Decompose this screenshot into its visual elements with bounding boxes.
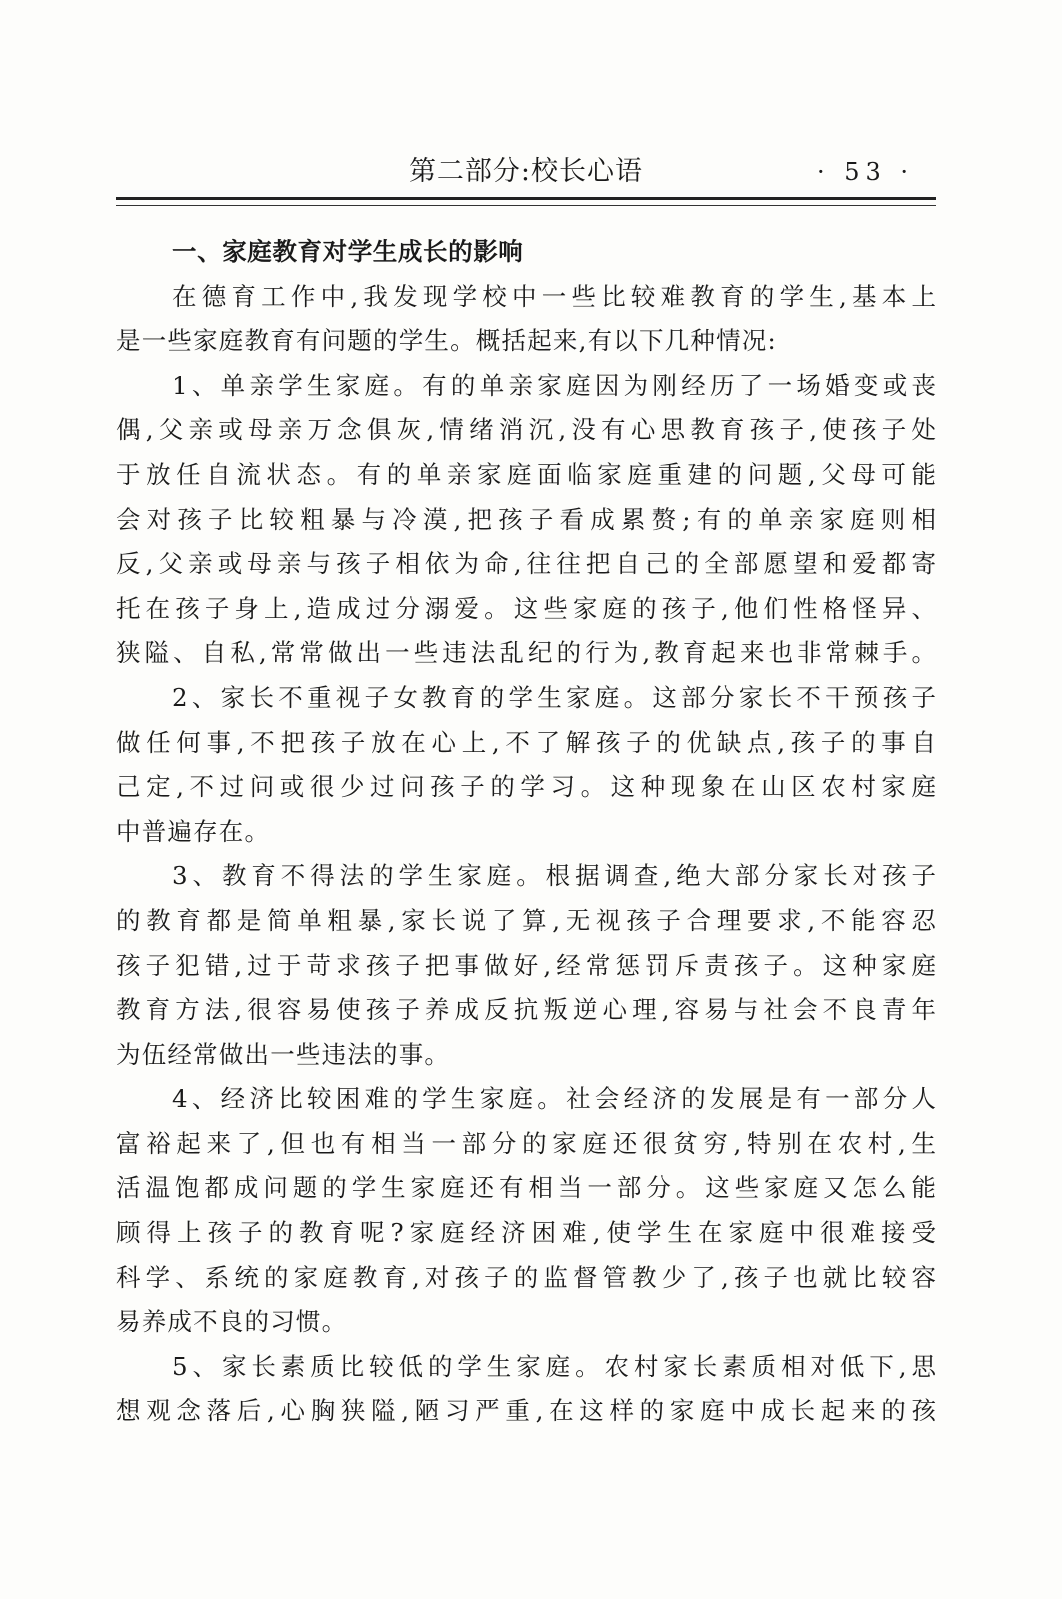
paragraph-line: 3、教育不得法的学生家庭。根据调查,绝大部分家长对孩子 [172, 861, 936, 891]
paragraph-low-quality-parents [116, 1345, 936, 1434]
paragraph-line: 4、经济比较困难的学生家庭。社会经济的发展是有一部分人 [172, 1084, 936, 1114]
paragraph-intro [116, 275, 936, 364]
paragraph-line: 做任何事,不把孩子放在心上,不了解孩子的优缺点,孩子的事自 [116, 727, 936, 757]
paragraph-line: 想观念落后,心胸狭隘,陋习严重,在这样的家庭中成长起来的孩 [116, 1396, 936, 1426]
paragraph-line: 偶,父亲或母亲万念俱灰,情绪消沉,没有心思教育孩子,使孩子处 [116, 415, 936, 445]
paragraph-line: 是一些家庭教育有问题的学生。概括起来,有以下几种情况: [116, 326, 777, 356]
paragraph-line: 为伍经常做出一些违法的事。 [116, 1039, 451, 1069]
paragraph-line: 5、家长素质比较低的学生家庭。农村家长素质相对低下,思 [172, 1351, 936, 1381]
paragraph-line: 科学、系统的家庭教育,对孩子的监督管教少了,孩子也就比较容 [116, 1262, 936, 1292]
paragraph-line: 中普遍存在。 [116, 816, 271, 846]
paragraph-line: 托在孩子身上,造成过分溺爱。这些家庭的孩子,他们性格怪异、 [116, 593, 936, 623]
paragraph-economic [116, 1077, 936, 1345]
paragraph-line: 孩子犯错,过于苛求孩子把事做好,经常惩罚斥责孩子。这种家庭 [116, 950, 936, 980]
paragraph-neglect [116, 676, 936, 854]
paragraph-line: 易养成不良的习惯。 [116, 1307, 348, 1337]
paragraph-line: 教育方法,很容易使孩子养成反抗叛逆心理,容易与社会不良青年 [116, 995, 936, 1025]
paragraph-line: 富裕起来了,但也有相当一部分的家庭还很贫穷,特别在农村,生 [116, 1128, 936, 1158]
section-heading: 一、家庭教育对学生成长的影响 [172, 237, 524, 266]
paragraph-line: 于放任自流状态。有的单亲家庭面临家庭重建的问题,父母可能 [116, 459, 936, 489]
paragraph-single-parent [116, 364, 936, 676]
paragraph-line: 己定,不过问或很少过问孩子的学习。这种现象在山区农村家庭 [116, 772, 936, 802]
paragraph-line: 顾得上孩子的教育呢?家庭经济困难,使学生在家庭中很难接受 [116, 1218, 936, 1248]
paragraph-line: 反,父亲或母亲与孩子相依为命,往往把自己的全部愿望和爱都寄 [116, 549, 936, 579]
paragraph-improper-method [116, 854, 936, 1077]
page-number: · 53 · [816, 158, 914, 186]
body-text [116, 230, 936, 1434]
paragraph-line: 狭隘、自私,常常做出一些违法乱纪的行为,教育起来也非常棘手。 [116, 638, 936, 668]
paragraph-line: 的教育都是简单粗暴,家长说了算,无视孩子合理要求,不能容忍 [116, 905, 936, 935]
paragraph-line: 1、单亲学生家庭。有的单亲家庭因为刚经历了一场婚变或丧 [172, 370, 936, 400]
paragraph-line: 会对孩子比较粗暴与冷漠,把孩子看成累赘;有的单亲家庭则相 [116, 504, 936, 534]
running-header-title: 第二部分:校长心语 [408, 156, 644, 187]
paragraph-line: 2、家长不重视子女教育的学生家庭。这部分家长不干预孩子 [172, 682, 936, 712]
header-rule-thick [116, 197, 936, 200]
paragraph-line: 在德育工作中,我发现学校中一些比较难教育的学生,基本上 [172, 281, 936, 311]
paragraph-line: 活温饱都成问题的学生家庭还有相当一部分。这些家庭又怎么能 [116, 1173, 936, 1203]
page-header [116, 152, 936, 192]
header-rule-thin [116, 205, 936, 206]
